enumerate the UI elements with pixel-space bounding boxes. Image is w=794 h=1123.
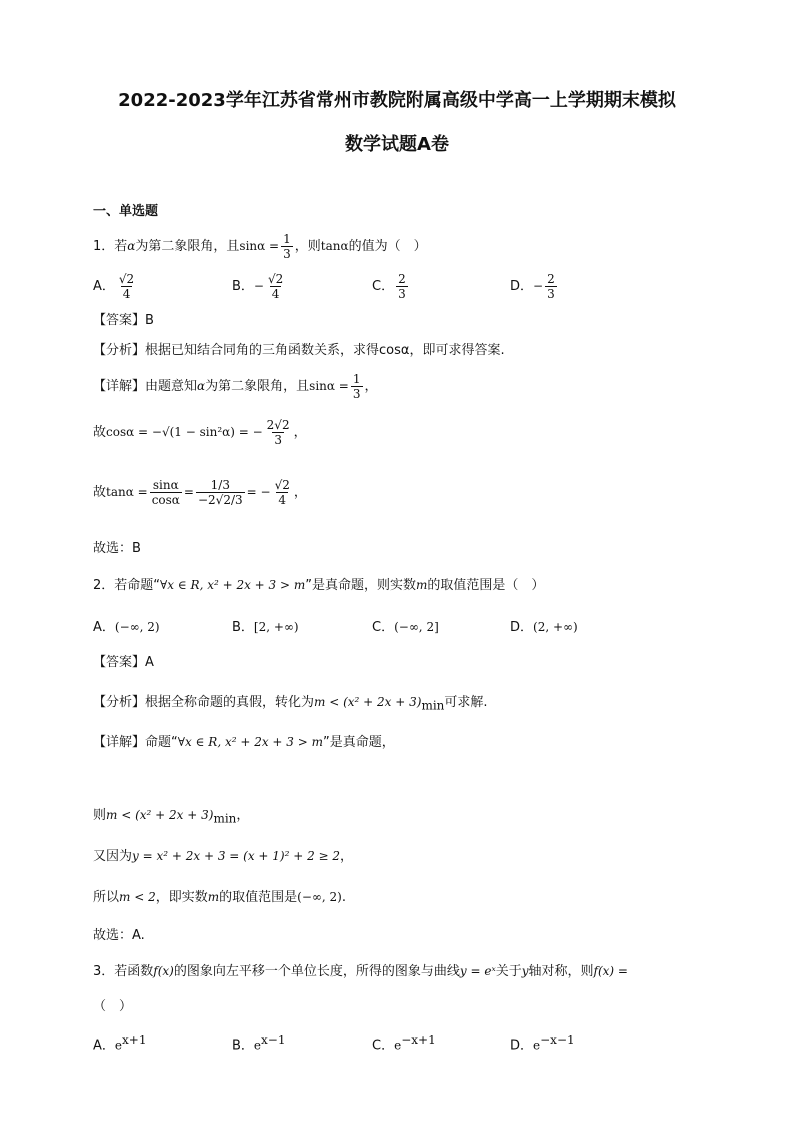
q1-step-cos: 故cosα = −√(1 − sin²α) = − $\frac{2√2}{3}$ ， xyxy=(93,418,307,447)
q1-analysis: 【分析】根据已知结合同角的三角函数关系，求得cosα，即可求得答案. xyxy=(93,343,505,358)
q2-step-2: 又因为y = x² + 2x + 3 = (x + 1)² + 2 ≥ 2， xyxy=(93,849,354,864)
q2-detail: 【详解】命题“∀x ∈ R, x² + 2x + 3 > m”是真命题， xyxy=(93,735,395,750)
q2-option-c: C．(−∞, 2] xyxy=(372,620,439,635)
q2-choose: 故选：A. xyxy=(93,928,145,943)
q1-option-c: C． $\frac{2}{3}$ xyxy=(372,272,406,301)
q3-paren: （ ） xyxy=(93,999,133,1014)
q2-option-d: D．(2, +∞) xyxy=(510,620,578,635)
section-heading: 一、单选题 xyxy=(93,204,159,219)
q2-step-1: 则$m < (x^2 + 2x + 3)_{min}$， xyxy=(93,808,250,826)
q2-option-b: B．[2, +∞) xyxy=(232,620,299,635)
q2-answer: 【答案】A xyxy=(93,655,154,670)
q1-option-d: D．− $\frac{2}{3}$ xyxy=(510,272,555,301)
q1-option-a: A． $\frac{√2}{4}$ xyxy=(93,272,135,301)
q1-choose: 故选：B xyxy=(93,541,141,556)
q3-option-d: D．$e^{-x-1}$ xyxy=(510,1033,575,1054)
question-1-stem: 1．若α为第二象限角，且sinα = $\frac{1}{3}$ ，则tanα的值为（ ） xyxy=(93,232,427,261)
q3-option-a: A．$e^{x+1}$ xyxy=(93,1033,147,1054)
q1-step-tan: 故tanα = $\frac{\sin\alpha}{\cos\alpha}$ = $\frac{1/3}{-2√2/3}$ = − $\frac{√2}{4}$ ， xyxy=(93,478,307,507)
q2-option-a: A．(−∞, 2) xyxy=(93,620,160,635)
q2-step-3: 所以m < 2，即实数m的取值范围是(−∞, 2). xyxy=(93,890,346,905)
document-title-line2: 数学试题A卷 xyxy=(345,134,449,155)
q2-analysis: 【分析】根据全称命题的真假，转化为$m < (x^2 + 2x + 3)_{min}$可求解. xyxy=(93,695,488,713)
fraction: $\frac{1}{3}$ xyxy=(283,232,291,261)
q1-detail: 【详解】由题意知α为第二象限角，且sinα = $\frac{1}{3}$ ， xyxy=(93,372,378,401)
question-2-stem: 2．若命题“∀x ∈ R, x² + 2x + 3 > m”是真命题，则实数m的取值范围是（ ） xyxy=(93,578,545,593)
q3-option-c: C．$e^{-x+1}$ xyxy=(372,1033,436,1054)
alpha-symbol: α xyxy=(127,239,136,253)
question-3-stem: 3．若函数f(x)的图象向左平移一个单位长度，所得的图象与曲线y = eˣ关于y轴对称，则f(x) = xyxy=(93,964,628,979)
document-title-line1: 2022-2023学年江苏省常州市教院附属高级中学高一上学期期末模拟 xyxy=(118,90,676,111)
q1-option-b: B．− $\frac{√2}{4}$ xyxy=(232,272,284,301)
q3-option-b: B．$e^{x-1}$ xyxy=(232,1033,286,1054)
q1-answer: 【答案】B xyxy=(93,313,154,328)
